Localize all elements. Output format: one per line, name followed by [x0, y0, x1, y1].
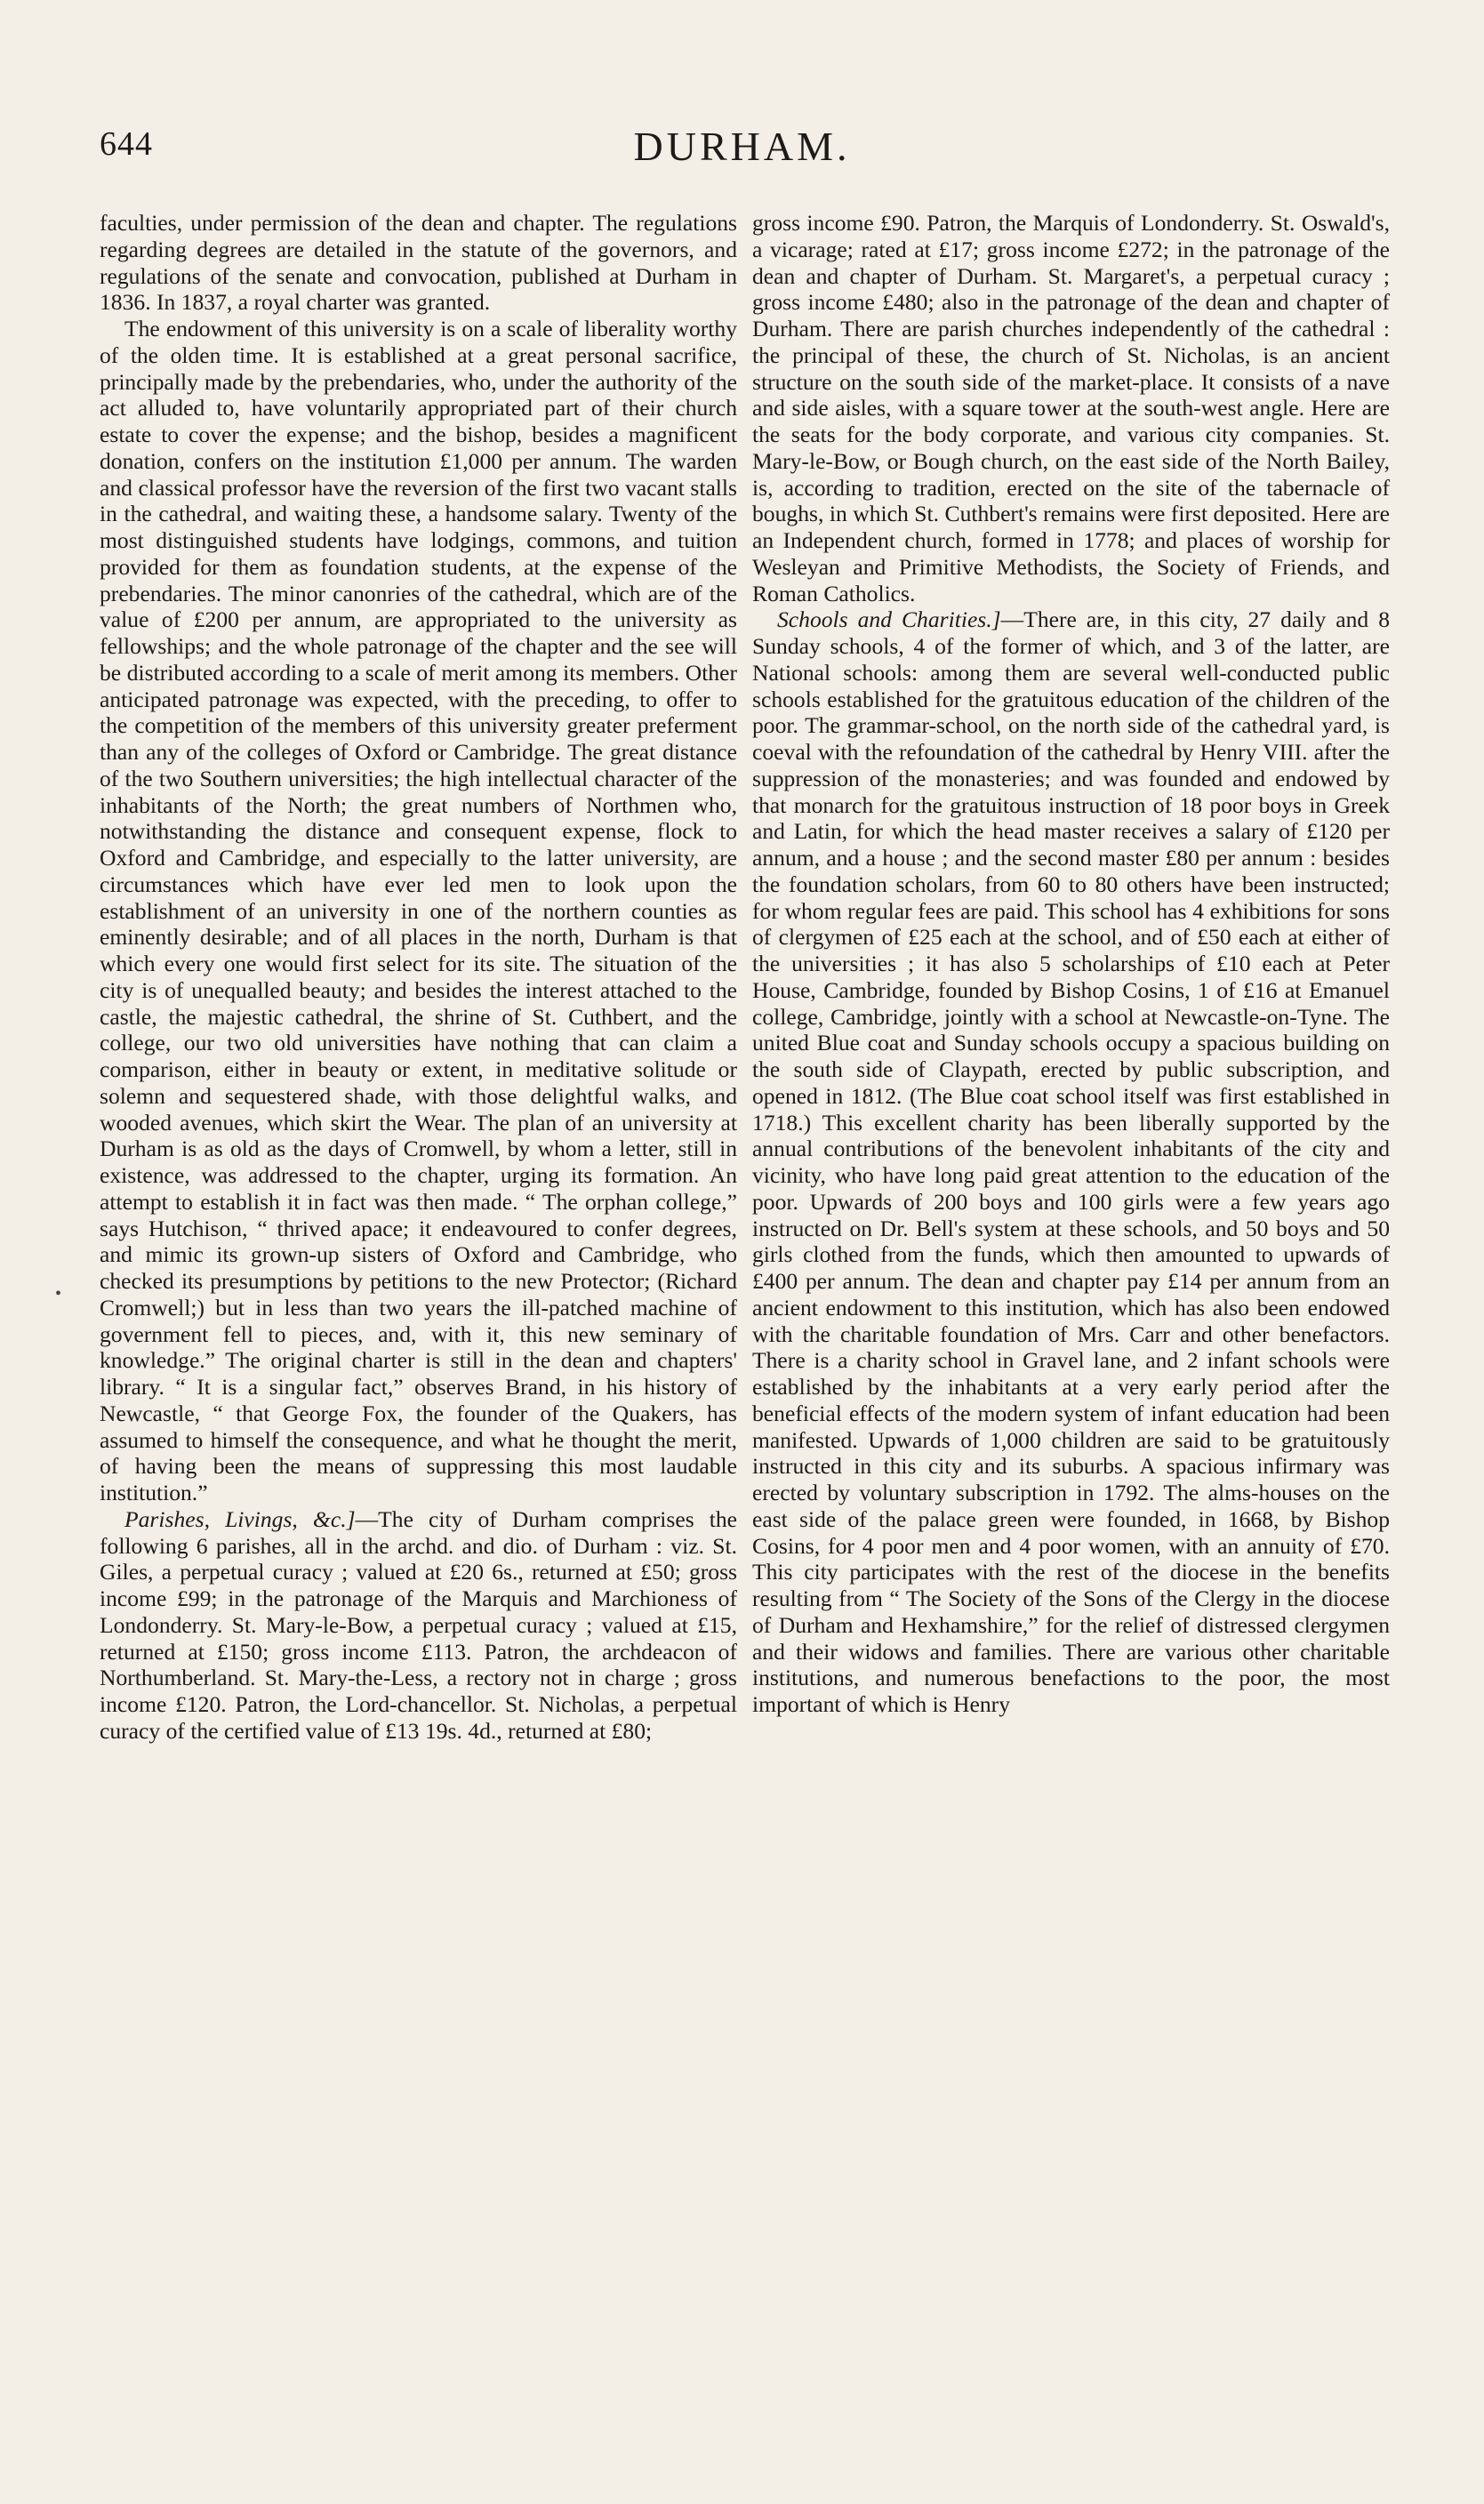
parishes-text: —The city of Durham comprises the following 6 parishes, all in the archd. and dio. of Durham : viz. St. Giles, a perpetual curacy ; valued at £20 6s., returned at £50; gross income £99; in the patronage of the Marquis and Marchioness of Londonderry. St. Mary-le-Bow, a perpetual curacy ; valued at £15, returned at £150; gross income £113. Patron, the archdeacon of Northumberland. St. Mary-the-Less, a rectory not in charge ; gross income £120. Patron, the Lord-chancellor. St. Nicholas, a perpetual curacy of the certified value of £13 19s. 4d., returned at £80;	[100, 1505, 738, 1744]
parishes-heading: Parishes, Livings, &c.]	[124, 1505, 356, 1532]
left-column	[100, 210, 737, 1745]
left-paragraph-1: faculties, under permission of the dean and chapter. The regulations regarding degrees are detailed in the statute of the governors, and regulations of the senate and convocation, published at Durham in 1836. In 1837, a royal charter was granted.	[100, 210, 737, 316]
right-paragraph-1: gross income £90. Patron, the Marquis of Londonderry. St. Oswald's, a vicarage; rated at £17; gross income £272; in the patronage of the dean and chapter of Durham. St. Margaret's, a perpetual curacy ; gross income £480; also in the patronage of the dean and chapter of Durham. There are parish churches independently of the cathedral : the principal of these, the church of St. Nicholas, is an ancient structure on the south side of the market-place. It consists of a nave and side aisles, with a square tower at the south-west angle. Here are the seats for the body corporate, and various city companies. St. Mary-le-Bow, or Bough church, on the east side of the North Bailey, is, according to tradition, erected on the site of the tabernacle of boughs, in which St. Cuthbert's remains were first deposited. Here are an Independent church, formed in 1778; and places of worship for Wesleyan and Primitive Methodists, the Society of Friends, and Roman Catholics.	[752, 210, 1390, 606]
left-paragraph-3	[100, 1506, 737, 1745]
page-number: 644	[100, 125, 153, 163]
schools-text: —There are, in this city, 27 daily and 8 Sunday schools, 4 of the former of which, and 3 of the latter, are National schools: among them are several well-conducted public schools established for the gratuitous education of the children of the poor. The grammar-school, on the north side of the cathedral yard, is coeval with the refoundation of the cathedral by Henry VIII. after the suppression of the monasteries; and was founded and endowed by that monarch for the gratuitous instruction of 18 poor boys in Greek and Latin, for which the head master receives a salary of £120 per annum, and a house ; and the second master £80 per annum : besides the foundation scholars, from 60 to 80 others have been instructed; for whom regular fees are paid. This school has 4 exhibitions for sons of clergymen of £25 each at the school, and of £50 each at either of the universities ; it has also 5 scholarships of £10 each at Peter House, Cambridge, founded by Bishop Cosins, 1 of £16 at Emanuel college, Cambridge, jointly with a school at Newcastle-on-Tyne. The united Blue coat and Sunday schools occupy a spacious building on the south side of Claypath, erected by public subscription, and opened in 1812. (The Blue coat school itself was first established in 1718.) This excellent charity has been liberally supported by the annual contributions of the benevolent inhabitants of the city and vicinity, who have long paid great attention to the education of the poor. Upwards of 200 boys and 100 girls were a few years ago instructed on Dr. Bell's system at these schools, and 50 boys and 50 girls clothed from the funds, which then amounted to upwards of £400 per annum. The dean and chapter pay £14 per annum from an ancient endowment to this institution, which has also been endowed with the charitable foundation of Mrs. Carr and other benefactors. There is a charity school in Gravel lane, and 2 infant schools were established by the inhabitants at a very early period after the beneficial effects of the modern system of infant education had been manifested. Upwards of 1,000 children are said to be gratuitously instructed in this city and its suburbs. A spacious infirmary was erected by voluntary subscription in 1792. The alms-houses on the east side of the palace green were founded, in 1668, by Bishop Cosins, for 4 poor men and 4 poor women, with an annuity of £70. This city participates with the rest of the diocese in the benefits resulting from “ The Society of the Sons of the Clergy in the diocese of Durham and Hexhamshire,” for the relief of distressed clergymen and their widows and families. There are various other charitable institutions, and numerous benefactions to the poor, the most important of which is Henry	[752, 606, 1390, 1717]
right-paragraph-2	[752, 606, 1390, 1718]
schools-heading: Schools and Charities.]	[777, 606, 1001, 633]
running-head: DURHAM.	[633, 124, 851, 169]
margin-mark: •	[55, 1284, 62, 1304]
page-header	[100, 123, 1384, 176]
left-paragraph-2: The endowment of this university is on a scale of liberality worthy of the olden time. It is established at a great personal sacrifice, principally made by the prebendaries, who, under the authority of the act alluded to, have voluntarily appropriated part of their church estate to cover the expense; and the bishop, besides a magnificent donation, confers on the institution £1,000 per annum. The warden and classical professor have the reversion of the first two vacant stalls in the cathedral, and waiting these, a handsome salary. Twenty of the most distinguished students have lodgings, commons, and tuition provided for them as foundation students, at the expense of the prebendaries. The minor canonries of the cathedral, which are of the value of £200 per annum, are appropriated to the university as fellowships; and the whole patronage of the chapter and the see will be distributed according to a scale of merit among its members. Other anticipated patronage was expected, with the preceding, to offer to the competition of the members of this university greater preferment than any of the colleges of Oxford or Cambridge. The great distance of the two Southern universities; the high intellectual character of the inhabitants of the North; the great numbers of Northmen who, notwithstanding the distance and consequent expense, flock to Oxford and Cambridge, and especially to the latter university, are circumstances which have ever led men to look upon the establishment of an university in one of the northern counties as eminently desirable; and of all places in the north, Durham is that which every one would first select for its site. The situation of the city is of unequalled beauty; and besides the interest attached to the castle, the majestic cathedral, the shrine of St. Cuthbert, and the college, our two old universities have nothing that can claim a comparison, either in beauty or extent, in meditative solitude or solemn and sequestered shade, with those delightful walks, and wooded avenues, which skirt the Wear. The plan of an university at Durham is as old as the days of Cromwell, by whom a letter, still in existence, was addressed to the chapter, urging its formation. An attempt to establish it in fact was then made. “ The orphan college,” says Hutchison, “ thrived apace; it endeavoured to confer degrees, and mimic its grown-up sisters of Oxford and Cambridge, who checked its presumptions by petitions to the new Protector; (Richard Cromwell;) but in less than two years the ill-patched machine of government fell to pieces, and, with it, this new seminary of knowledge.” The original charter is still in the dean and chapters' library. “ It is a singular fact,” observes Brand, in his history of Newcastle, “ that George Fox, the founder of the Quakers, has assumed to himself the consequence, and what he thought the merit, of having been the means of suppressing this most laudable institution.”	[100, 316, 737, 1505]
right-column	[752, 210, 1390, 1718]
